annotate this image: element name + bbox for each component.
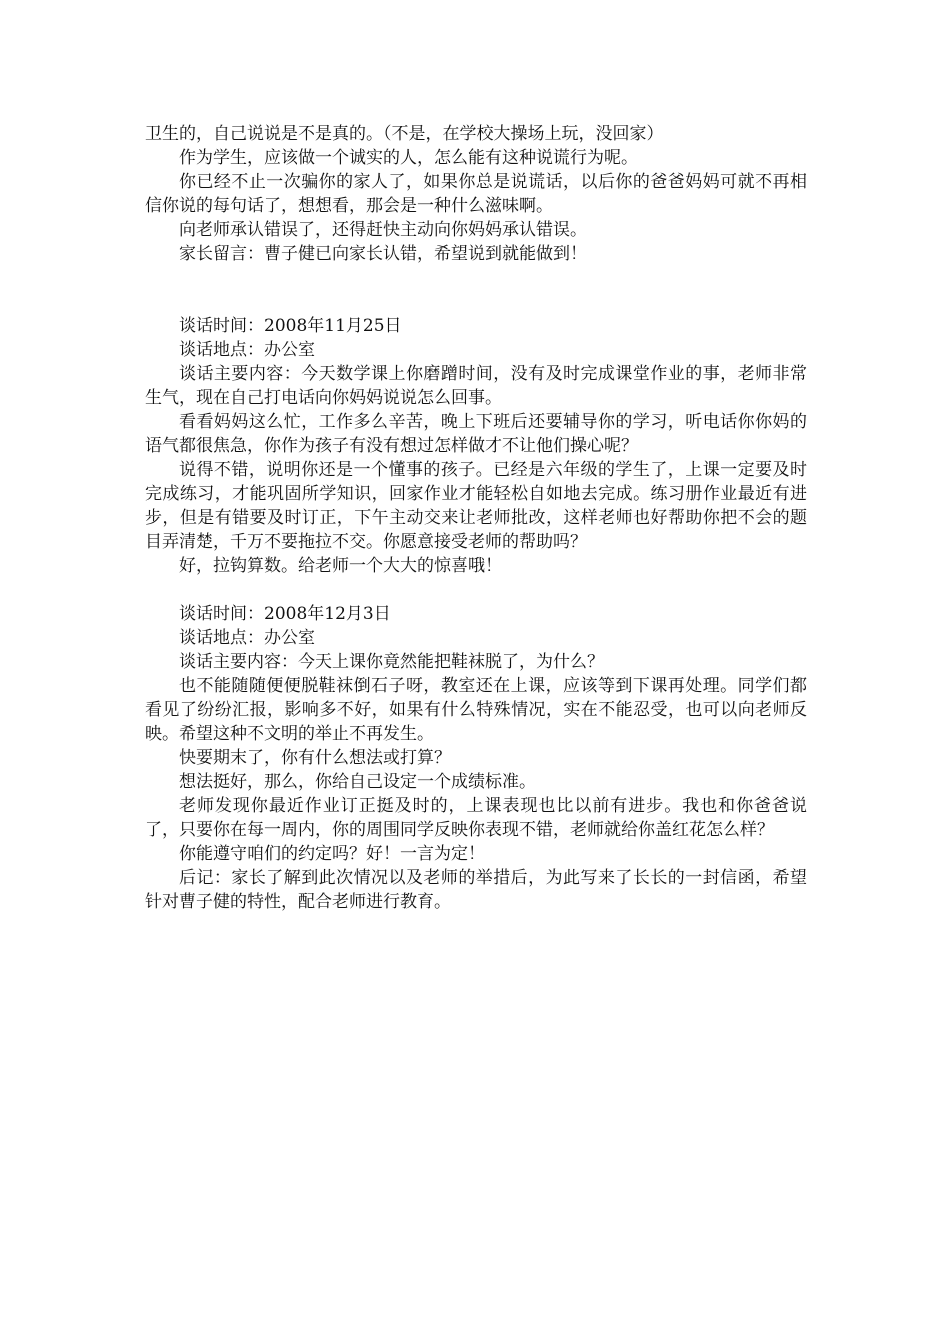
paragraph: 说得不错，说明你还是一个懂事的孩子。已经是六年级的学生了，上课一定要及时完成练习，才能巩固所学知识，回家作业才能轻松自如地去完成。练习册作业最近有进步，但是有错要及时订正，下午主动交来让老师批改，这样老师也好帮助你把不会的题目弄清楚，千万不要拖拉不交。你愿意接受老师的帮助吗？ xyxy=(145,460,807,552)
paragraph: 看看妈妈这么忙，工作多么辛苦，晚上下班后还要辅导你的学习，听电话你你妈的语气都很焦急，你作为孩子有没有想过怎样做才不让他们操心呢？ xyxy=(145,412,807,456)
conversation-place: 谈话地点：办公室 xyxy=(179,628,315,648)
spacer xyxy=(145,578,807,602)
paragraph: 谈话主要内容：今天上课你竟然能把鞋袜脱了，为什么？ xyxy=(179,652,604,672)
paragraph: 老师发现你最近作业订正挺及时的，上课表现也比以前有进步。我也和你爸爸说了，只要你在每一周内，你的周围同学反映你表现不错，老师就给你盖红花怎么样？ xyxy=(145,796,807,840)
postscript: 后记：家长了解到此次情况以及老师的举措后，为此写来了长长的一封信函，希望针对曹子健的特性，配合老师进行教育。 xyxy=(145,868,807,912)
paragraph: 谈话主要内容：今天数学课上你磨蹭时间，没有及时完成课堂作业的事，老师非常生气，现在自己打电话向你妈妈说说怎么回事。 xyxy=(145,364,807,408)
conversation-place: 谈话地点：办公室 xyxy=(179,340,315,360)
paragraph: 好，拉钩算数。给老师一个大大的惊喜哦！ xyxy=(179,556,502,576)
section-conversation-2 xyxy=(145,314,807,578)
paragraph: 想法挺好，那么，你给自己设定一个成绩标准。 xyxy=(179,772,536,792)
paragraph: 向老师承认错误了，还得赶快主动向你妈妈承认错误。 xyxy=(179,220,587,240)
paragraph: 也不能随随便便脱鞋袜倒石子呀，教室还在上课，应该等到下课再处理。同学们都看见了纷纷汇报，影响多不好，如果有什么特殊情况，实在不能忍受，也可以向老师反映。希望这种不文明的举止不再发生。 xyxy=(145,676,807,744)
spacer xyxy=(145,266,807,314)
parent-note: 家长留言：曹子健已向家长认错，希望说到就能做到！ xyxy=(179,244,587,264)
paragraph: 卫生的，自己说说是不是真的。（不是，在学校大操场上玩，没回家） xyxy=(145,124,664,144)
paragraph: 快要期末了，你有什么想法或打算？ xyxy=(179,748,451,768)
conversation-time: 谈话时间：2008年11月25日 xyxy=(179,316,402,336)
paragraph: 你已经不止一次骗你的家人了，如果你总是说谎话，以后你的爸爸妈妈可就不再相信你说的每句话了，想想看，那会是一种什么滋味啊。 xyxy=(145,172,807,216)
document-page xyxy=(145,122,807,914)
conversation-time: 谈话时间：2008年12月3日 xyxy=(179,604,391,624)
section-conversation-1-tail xyxy=(145,122,807,266)
section-conversation-3 xyxy=(145,602,807,914)
paragraph: 你能遵守咱们的约定吗？好！一言为定！ xyxy=(179,844,485,864)
paragraph: 作为学生，应该做一个诚实的人，怎么能有这种说谎行为呢。 xyxy=(179,148,638,168)
